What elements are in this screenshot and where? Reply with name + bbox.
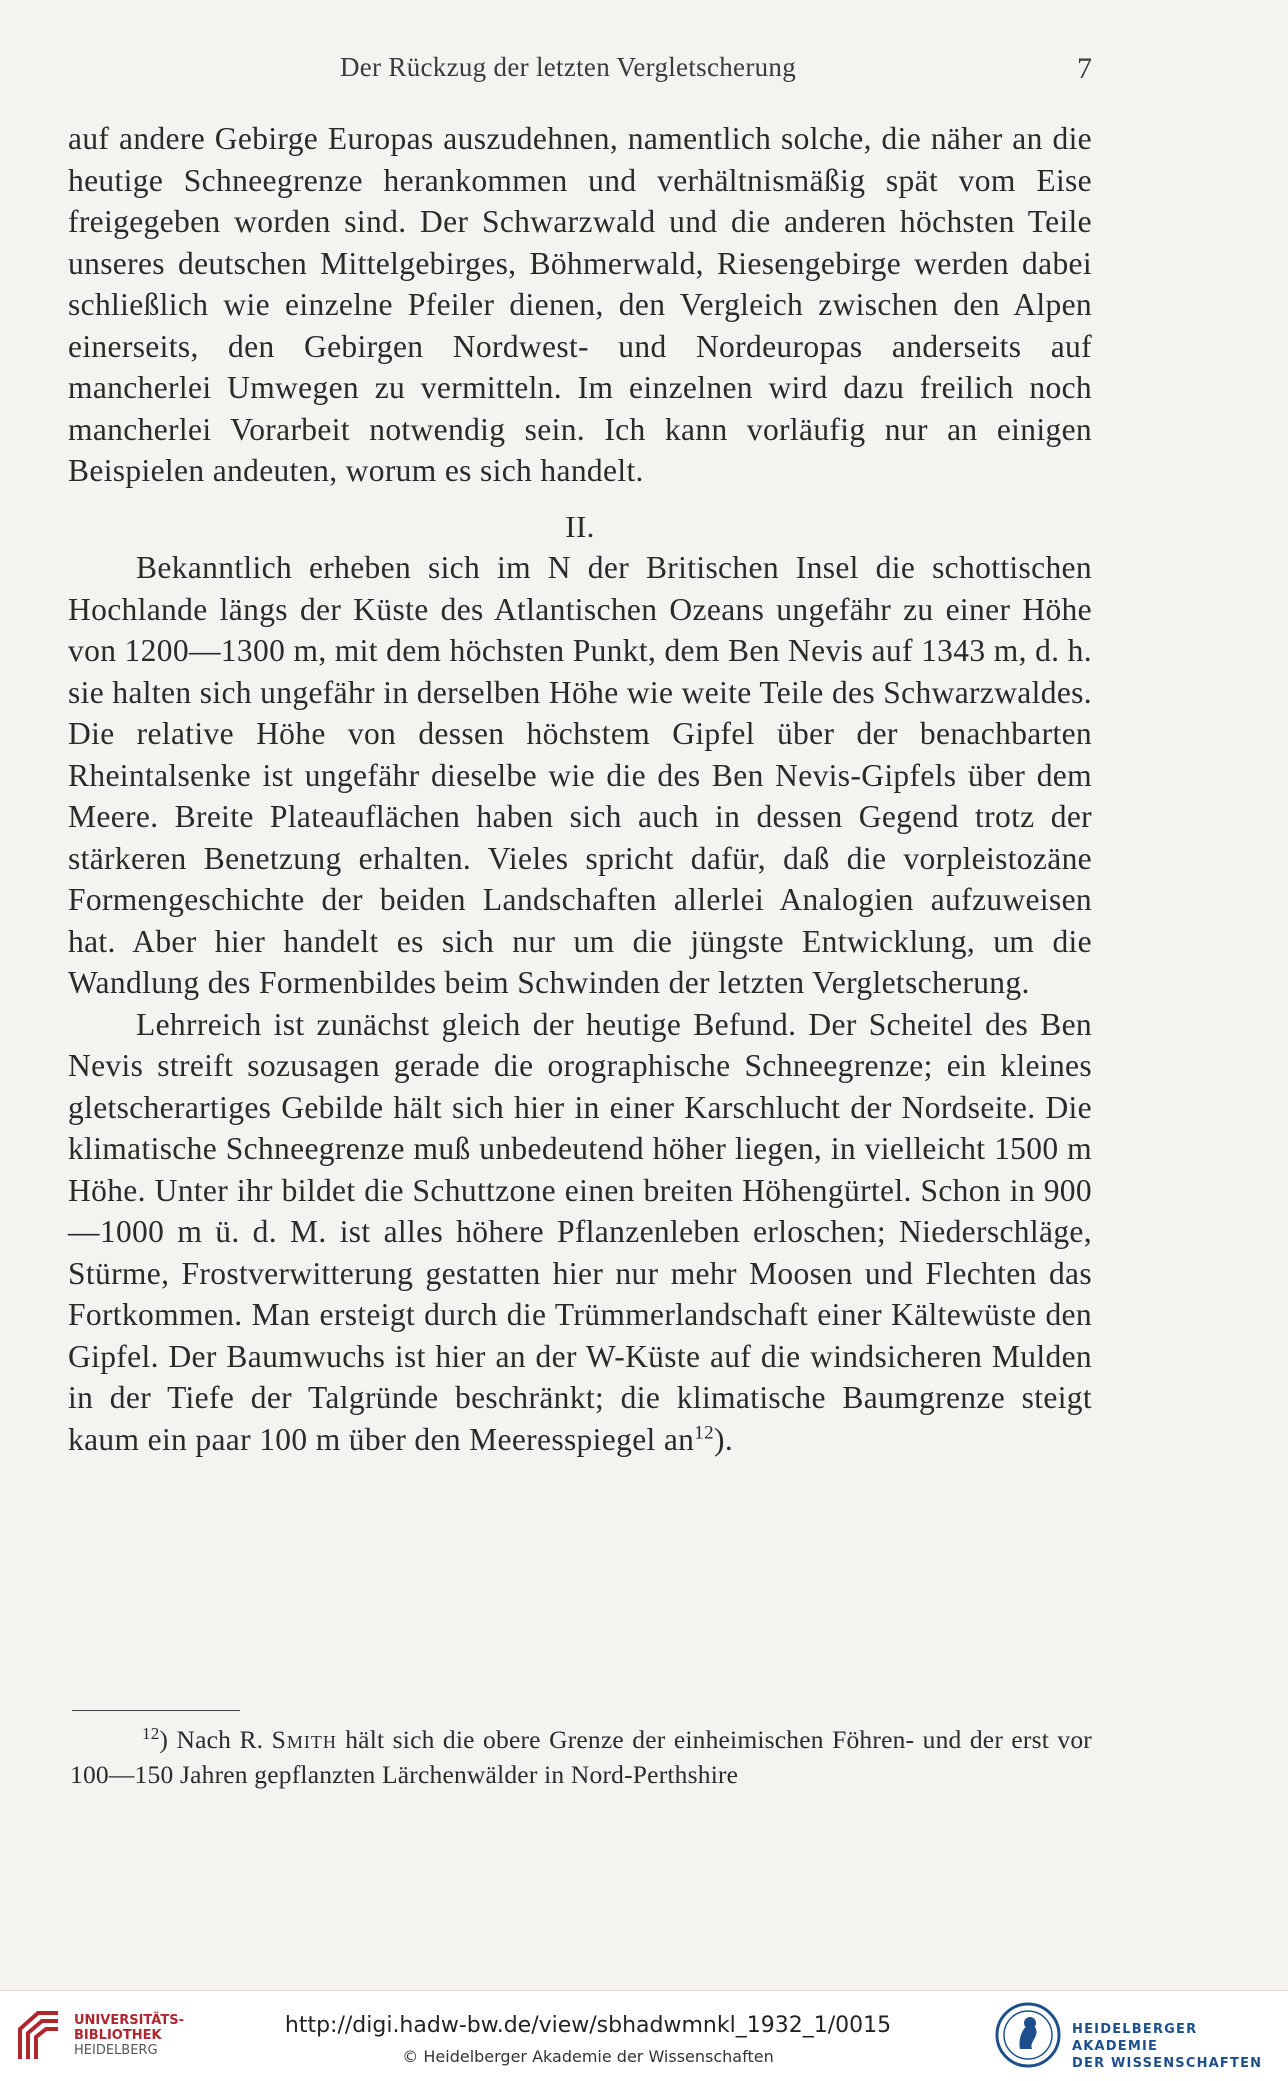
footnote-author: Smith [271, 1725, 337, 1754]
footnote [70, 1722, 1092, 1792]
ub-line-3: HEIDELBERG [74, 2043, 158, 2058]
paragraph-1: auf andere Gebirge Europas auszudehnen, namentlich solche, die näher an die heutige Schneegrenze herankommen und verhältnismäßig spät vom Eise freigegeben worden sind. Der Schwarzwald und die anderen höchsten Teile unseres deutschen Mittelgebirges, Böhmerwald, Riesengebirge werden dabei schließlich wie einzelne Pfeiler dienen, den Vergleich zwischen den Alpen einerseits, den Gebirgen Nordwest- und Nordeuropas anderseits auf mancherlei Umwegen zu vermitteln. Im einzelnen wird dazu freilich noch mancherlei Vorarbeit notwendig sein. Ich kann vorläufig nur an einigen Beispielen andeuten, worum es sich handelt. [68, 121, 1092, 488]
ub-line-1: UNIVERSITÄTS- [74, 2013, 184, 2028]
haw-line-1: HEIDELBERGER AKADEMIE [1072, 2022, 1198, 2054]
ub-heidelberg-wordmark [74, 2013, 184, 2058]
page-number: 7 [1077, 52, 1092, 85]
body-text [68, 118, 1092, 1460]
footnote-text-start: ) Nach R. [159, 1725, 272, 1754]
paragraph-3 [68, 1004, 1092, 1461]
ub-line-2: BIBLIOTHEK [74, 2028, 162, 2043]
haw-line-2: DER WISSENSCHAFTEN [1072, 2056, 1263, 2071]
haw-seal-icon[interactable] [994, 2001, 1062, 2069]
running-title: Der Rückzug der letzten Vergletscherung [339, 52, 797, 82]
ub-heidelberg-logo-icon[interactable] [14, 2007, 66, 2065]
copyright-notice: © Heidelberger Akademie der Wissenschaften [402, 2047, 774, 2066]
footnote-mark: 12 [142, 1723, 160, 1743]
haw-wordmark [1072, 2021, 1288, 2072]
footnote-reference[interactable]: 12 [694, 1422, 714, 1443]
paragraph-3-text: Lehrreich ist zunächst gleich der heutige Befund. Der Scheitel des Ben Nevis streift sozusagen gerade die orographische Schneegrenze; ein kleines gletscherartiges Gebilde hält sich hier in einer Karschlucht der Nordseite. Die klimatische Schneegrenze muß unbedeutend höher liegen, in vielleicht 1500 m Höhe. Unter ihr bildet die Schuttzone einen breiten Höhengürtel. Schon in 900—1000 m ü. d. M. ist alles höhere Pflanzenleben erloschen; Niederschläge, Stürme, Frostverwitterung gestatten hier nur mehr Moosen und Flechten das Fortkommen. Man ersteigt durch die Trümmerlandschaft einer Kältewüste den Gipfel. Der Baumwuchs ist hier an der W-Küste auf die windsicheren Mulden in der Tiefe der Talgründe beschränkt; die klimatische Baumgrenze steigt kaum ein paar 100 m über den Meeresspiegel an [68, 1006, 1092, 1457]
footnote-text-end: hält sich die obere Grenze der einheimischen Föhren- und der erst vor 100—150 Jahren gepflanzten Lärchenwälder in Nord-Perthshire [70, 1725, 1092, 1789]
paragraph-3-end: ). [713, 1421, 734, 1457]
permalink-url[interactable]: http://digi.hadw-bw.de/view/sbhadwmnkl_1932_1/0015 [284, 2013, 892, 2038]
viewer-footer [0, 1990, 1288, 2081]
footnote-rule [72, 1710, 240, 1711]
paragraph-2: Bekanntlich erheben sich im N der Britischen Insel die schottischen Hochlande längs der Küste des Atlantischen Ozeans ungefähr zu einer Höhe von 1200—1300 m, mit dem höchsten Punkt, dem Ben Nevis auf 1343 m, d. h. sie halten sich ungefähr in derselben Höhe wie weite Teile des Schwarzwaldes. Die relative Höhe von dessen höchstem Gipfel über der benachbarten Rheintalsenke ist ungefähr dieselbe wie die des Ben Nevis-Gipfels über dem Meere. Breite Plateauflächen haben sich auch in dessen Gegend trotz der stärkeren Benetzung erhalten. Vieles spricht dafür, daß die vorpleistozäne Formengeschichte der beiden Landschaften allerlei Analogien aufzuweisen hat. Aber hier handelt es sich nur um die jüngste Entwicklung, um die Wandlung des Formenbildes beim Schwinden der letzten Vergletscherung. [68, 550, 1092, 1000]
section-number: II. [565, 508, 595, 544]
